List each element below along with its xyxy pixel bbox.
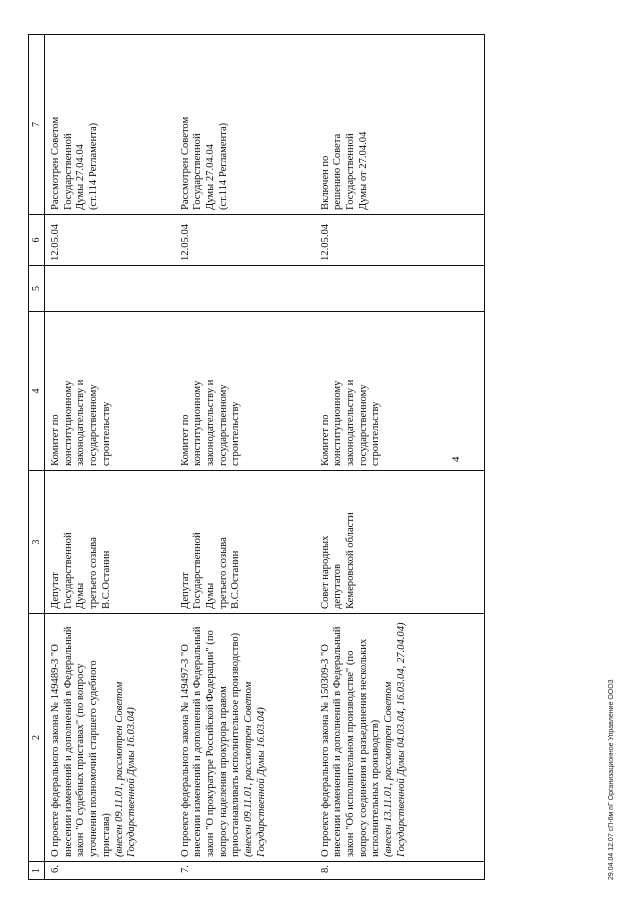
- committee-cell: Комитет по конституционному законодательству и государственному строительству: [315, 312, 485, 471]
- column-header-row: [29, 35, 45, 880]
- bill-description: [175, 614, 315, 862]
- footer-text: 29.04.04 12.07 сП-6м пГ Организационное Управление ООО3: [608, 679, 615, 880]
- row-number: 6.: [45, 862, 175, 880]
- column-header: 1: [29, 862, 45, 880]
- column-header: 6: [29, 215, 45, 266]
- page-number: 4: [450, 456, 462, 462]
- row-number: 7.: [175, 862, 315, 880]
- bill-note: (внесен 09.11.01, рассмотрен Советом Государственной Думы 16.03.04): [113, 681, 138, 857]
- date-cell: 12.05.04: [45, 215, 175, 266]
- row-number: 8.: [315, 862, 485, 880]
- bill-title: О проекте федерального закона № 149497-3 "О внесении изменений и дополнений в Федеральный закон "О прокуратуре Российской Федерации" (по вопросу наделения прокурора правом приостанавливать исполнительное производство): [179, 626, 242, 857]
- table-row: [315, 35, 485, 880]
- bill-title: О проекте федерального закона № 150309-3 "О внесении изменений и дополнений в Федеральный закон "Об исполнительном производстве" (по вопросу соединения и разъединения нескольких исполнительных производств): [319, 626, 382, 857]
- column-header: 7: [29, 35, 45, 215]
- date-cell: 12.05.04: [315, 215, 485, 266]
- bill-description: [45, 614, 175, 862]
- column-header: 4: [29, 312, 45, 471]
- column-5-cell: [315, 266, 485, 312]
- status-cell: Включен по решению Совета Государственной Думы от 27.04.04: [315, 35, 485, 215]
- bills-table: [28, 34, 485, 880]
- initiator-cell: Депутат Государственной Думы третьего созыва В.С.Останин: [45, 471, 175, 614]
- table-row: [45, 35, 175, 880]
- column-5-cell: [175, 266, 315, 312]
- status-cell: Рассмотрен Советом Государственной Думы 27.04.04 (ст.114 Регламента): [45, 35, 175, 215]
- committee-cell: Комитет по конституционному законодательству и государственному строительству: [175, 312, 315, 471]
- column-header: 3: [29, 471, 45, 614]
- status-cell: Рассмотрен Советом Государственной Думы 27.04.04 (ст.114 Регламента): [175, 35, 315, 215]
- initiator-cell: Совет народных депутатов Кемеровской области: [315, 471, 485, 614]
- table-row: [175, 35, 315, 880]
- column-header: 2: [29, 614, 45, 862]
- bill-description: [315, 614, 485, 862]
- date-cell: 12.05.04: [175, 215, 315, 266]
- committee-cell: Комитет по конституционному законодательству и государственному строительству: [45, 312, 175, 471]
- bill-note: (внесен 13.11.01, рассмотрен Советом Государственной Думы 04.03.04, 16.03.04, 27.04.04): [383, 622, 407, 857]
- bill-note: (внесен 09.11.01, рассмотрен Советом Государственной Думы 16.03.04): [243, 681, 267, 857]
- bill-title: О проекте федерального закона № 149489-3 "О внесении изменений и дополнений в Федеральный закон "О судебных приставах" (по вопросу уточнения полномочий старшего судебного пристава): [50, 626, 112, 857]
- column-header: 5: [29, 266, 45, 312]
- initiator-cell: Депутат Государственной Думы третьего созыва В.С.Останин: [175, 471, 315, 614]
- column-5-cell: [45, 266, 175, 312]
